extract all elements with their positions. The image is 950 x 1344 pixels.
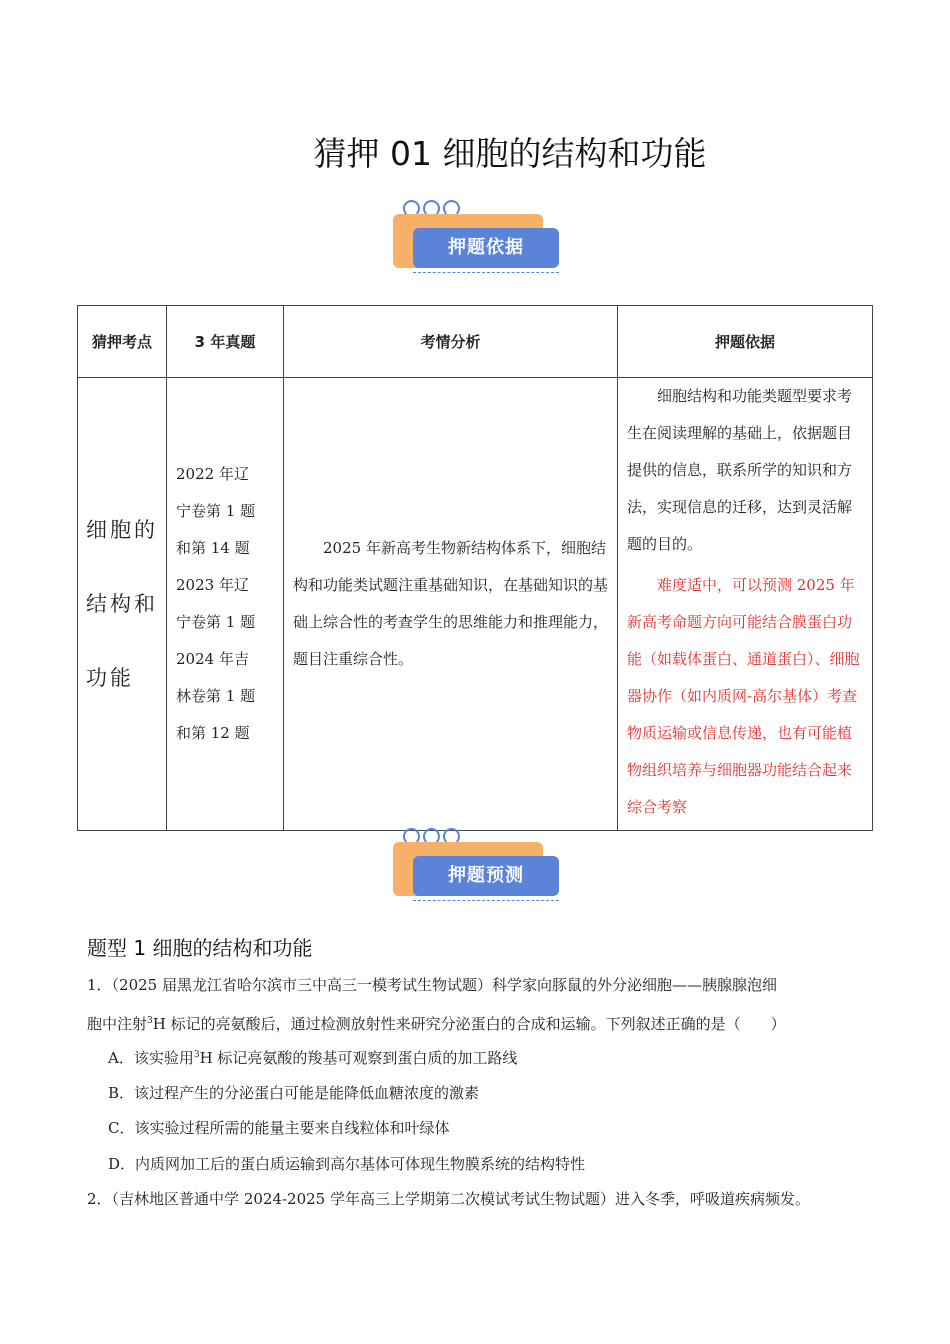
basis-cell bbox=[618, 378, 873, 831]
years-line: 2023 年辽 bbox=[176, 576, 249, 594]
years-line: 宁卷第 1 题 bbox=[176, 613, 256, 631]
basis-badge bbox=[393, 200, 563, 280]
option-b[interactable]: B．该过程产生的分泌蛋白可能是能降低血糖浓度的激素 bbox=[108, 1084, 480, 1102]
topic-cell bbox=[78, 378, 167, 831]
table-header-row bbox=[78, 306, 873, 378]
header-years: 3 年真题 bbox=[167, 306, 284, 378]
option-a[interactable]: A．该实验用$^3$H 标记亮氨酸的羧基可观察到蛋白质的加工路线 bbox=[108, 1049, 518, 1067]
option-c[interactable]: C．该实验过程所需的能量主要来自线粒体和叶绿体 bbox=[108, 1119, 450, 1137]
years-line: 2022 年辽 bbox=[176, 465, 249, 483]
years-line: 宁卷第 1 题 bbox=[176, 502, 256, 520]
table-row bbox=[78, 378, 873, 831]
analysis-cell bbox=[284, 378, 618, 831]
analysis-text: 2025 年新高考生物新结构体系下，细胞结构和功能类试题注重基础知识，在基础知识的基础上综合性的考查学生的思维能力和推理能力，题目注重综合性。 bbox=[293, 539, 609, 668]
years-line: 林卷第 1 题 bbox=[176, 687, 256, 705]
topic-line: 细胞的 bbox=[86, 518, 158, 542]
years-cell bbox=[167, 378, 284, 831]
header-topic: 猜押考点 bbox=[78, 306, 167, 378]
basis-text: 细胞结构和功能类题型要求考生在阅读理解的基础上，依据题目提供的信息，联系所学的知识和方法，实现信息的迁移，达到灵活解题的目的。 bbox=[627, 387, 853, 553]
header-basis: 押题依据 bbox=[618, 306, 873, 378]
basis-badge-label: 押题依据 bbox=[413, 228, 559, 268]
section-title: 题型 1 细胞的结构和功能 bbox=[87, 936, 313, 960]
basis-highlight-text: 难度适中，可以预测 2025 年新高考命题方向可能结合膜蛋白功能（如载体蛋白、通道蛋白）、细胞器协作（如内质网-高尔基体）考查物质运输或信息传递，也有可能植物组织培养与细胞器功能结合起来综合考察 bbox=[627, 576, 860, 816]
option-d[interactable]: D．内质网加工后的蛋白质运输到高尔基体可体现生物膜系统的结构特性 bbox=[108, 1155, 586, 1173]
years-line: 和第 12 题 bbox=[176, 724, 250, 742]
years-line: 和第 14 题 bbox=[176, 539, 250, 557]
topic-line: 结构和 bbox=[86, 592, 158, 616]
prediction-badge-label: 押题预测 bbox=[413, 856, 559, 896]
page-title: 猜押 01 细胞的结构和功能 bbox=[313, 134, 707, 173]
question-1-stem bbox=[87, 967, 877, 1042]
prediction-badge bbox=[393, 828, 563, 908]
prediction-table bbox=[77, 305, 873, 831]
header-analysis: 考情分析 bbox=[284, 306, 618, 378]
years-line: 2024 年吉 bbox=[176, 650, 249, 668]
question-line: 胞中注射$^3$H 标记的亮氨酸后，通过检测放射性来研究分泌蛋白的合成和运输。下列叙述正确的是（ ） bbox=[87, 1015, 786, 1033]
question-2-stem: 2．（吉林地区普通中学 2024-2025 学年高三上学期第二次模试考试生物试题）进入冬季，呼吸道疾病频发。 bbox=[87, 1190, 811, 1208]
question-line: 1．（2025 届黑龙江省哈尔滨市三中高三一模考试生物试题）科学家向豚鼠的外分泌细胞——胰腺腺泡细 bbox=[87, 976, 777, 994]
topic-line: 功能 bbox=[86, 666, 134, 690]
